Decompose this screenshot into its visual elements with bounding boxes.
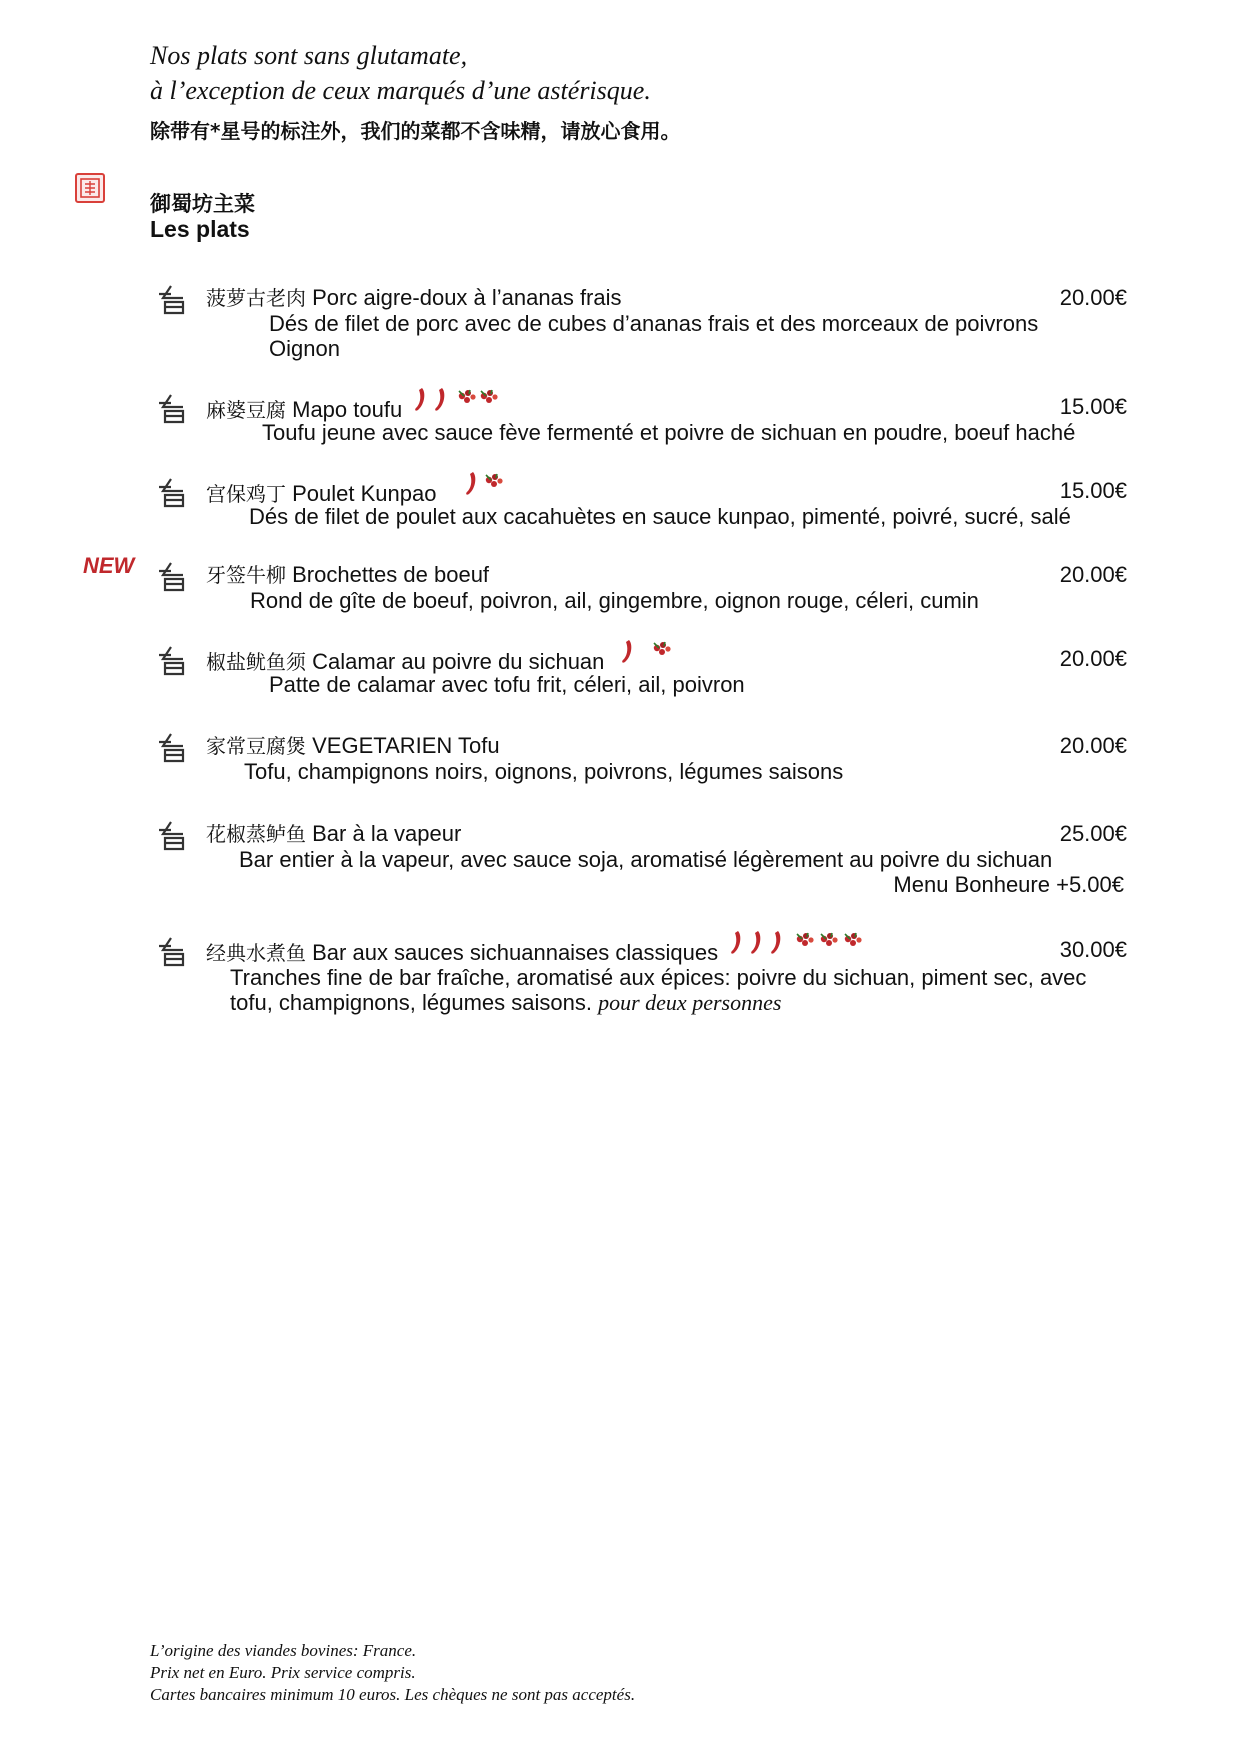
dish-description (250, 588, 979, 613)
dish-description-line-2 (230, 990, 1086, 1015)
menu-item (0, 937, 1240, 1037)
sichuan-pepper-icon (481, 390, 498, 403)
sichuan-pepper-icon (821, 933, 838, 946)
dish-name-french: Bar à la vapeur (312, 821, 462, 846)
red-chili-icon (466, 472, 475, 495)
dish-price: 20.00€ (1059, 285, 1127, 310)
footer-notes (150, 1640, 635, 1706)
dish-name-chinese: 家常豆腐煲 (206, 734, 306, 758)
dish-description-line: Rond de gîte de boeuf, poivron, ail, gingembre, oignon rouge, céleri, cumin (250, 588, 979, 613)
spice-rating (412, 386, 507, 420)
section-title-chinese: 御蜀坊主菜 (150, 192, 255, 216)
dish-price: 15.00€ (1059, 478, 1127, 503)
dish-description (239, 847, 1052, 872)
footer-line-prices: Prix net en Euro. Prix service compris. (150, 1663, 416, 1682)
house-glyph-icon (155, 818, 191, 852)
dish-name-french: Bar aux sauces sichuannaises classiques (312, 939, 719, 965)
dish-name-chinese: 菠萝古老肉 (206, 286, 306, 310)
spice-rating (619, 638, 679, 672)
red-chili-icon (416, 388, 425, 411)
dish-name-french: VEGETARIEN Tofu (312, 733, 500, 758)
dish-description (269, 672, 745, 697)
footer-line-origin: L’origine des viandes bovines: France. (150, 1641, 417, 1660)
spice-rating (728, 929, 878, 963)
dish-price: 25.00€ (1059, 821, 1127, 846)
dish-description (269, 311, 1038, 361)
dish-price: 20.00€ (1059, 646, 1127, 671)
dish-name-french: Porc aigre-doux à l’ananas frais (312, 285, 622, 310)
dish-name-french: Calamar au poivre du sichuan (312, 648, 605, 674)
section-title-french: Les plats (150, 216, 250, 242)
new-badge: NEW (83, 553, 135, 578)
dish-description-line: Toufu jeune avec sauce fève fermenté et poivre de sichuan en poudre, boeuf haché (262, 420, 1076, 445)
dish-description-line: Tranches fine de bar fraîche, aromatisé aux épices: poivre du sichuan, piment sec, avec (230, 965, 1087, 990)
dish-description-line: Tofu, champignons noirs, oignons, poivrons, légumes saisons (244, 759, 844, 784)
seal-stamp-icon (75, 173, 105, 203)
red-chili-icon (622, 640, 631, 663)
menu-supplement: Menu Bonheure +5.00€ (893, 872, 1124, 897)
dish-price: 15.00€ (1059, 394, 1127, 419)
dish-name-french: Brochettes de boeuf (292, 562, 490, 587)
dish-description-line: Dés de filet de poulet aux cacahuètes en sauce kunpao, pimenté, poivré, sucré, salé (249, 504, 1071, 529)
dish-name (206, 562, 489, 588)
dish-name-french: Mapo toufu (292, 396, 403, 422)
dish-description (230, 965, 1086, 1015)
house-glyph-icon (155, 282, 191, 316)
sichuan-pepper-icon (797, 933, 814, 946)
footer-line-payment: Cartes bancaires minimum 10 euros. Les chèques ne sont pas acceptés. (150, 1685, 636, 1704)
dish-description-line: Patte de calamar avec tofu frit, céleri, ail, poivron (269, 672, 745, 697)
dish-name (206, 285, 622, 311)
dish-name-chinese: 宫保鸡丁 (206, 481, 286, 506)
sichuan-pepper-icon (845, 933, 862, 946)
red-chili-icon (771, 931, 780, 954)
menu-item (0, 821, 1240, 921)
dish-description-line: Bar entier à la vapeur, avec sauce soja, aromatisé légèrement au poivre du sichuan (239, 847, 1053, 872)
red-chili-icon (436, 388, 445, 411)
dish-name-chinese: 经典水煮鱼 (206, 940, 306, 965)
dish-description (262, 420, 1075, 445)
dish-name-chinese: 牙签牛柳 (206, 563, 286, 587)
dish-description (244, 759, 843, 784)
house-glyph-icon (155, 730, 191, 764)
sichuan-pepper-icon (653, 642, 670, 655)
dish-name (206, 733, 500, 759)
dish-name-chinese: 麻婆豆腐 (206, 397, 286, 422)
serving-note: pour deux personnes (598, 990, 782, 1015)
dish-name (206, 821, 461, 847)
dish-price: 30.00€ (1059, 937, 1127, 962)
dish-description-line: Dés de filet de porc avec de cubes d’ananas frais et des morceaux de poivrons (269, 311, 1039, 336)
sichuan-pepper-icon (459, 390, 476, 403)
sichuan-pepper-icon (485, 474, 502, 487)
red-chili-icon (731, 931, 740, 954)
dish-description-line: Oignon (269, 336, 340, 361)
dish-name-french: Poulet Kunpao (292, 480, 437, 506)
house-glyph-icon (155, 475, 191, 509)
dish-price: 20.00€ (1059, 733, 1127, 758)
dish-description-text: tofu, champignons, légumes saisons. (230, 990, 592, 1015)
intro-line-1: Nos plats sont sans glutamate, (150, 41, 468, 70)
house-glyph-icon (155, 559, 191, 593)
red-chili-icon (751, 931, 760, 954)
spice-rating (463, 470, 508, 504)
intro-chinese-line: 除带有*星号的标注外，我们的菜都不含味精，请放心食用。 (150, 119, 681, 143)
dish-description (249, 504, 1071, 529)
dish-name-chinese: 椒盐鱿鱼须 (206, 649, 306, 674)
dish-price: 20.00€ (1059, 562, 1127, 587)
intro-line-2: à l’exception de ceux marqués d’une astérisque. (150, 76, 651, 105)
menu-item (0, 285, 1240, 385)
dish-name-chinese: 花椒蒸鲈鱼 (206, 822, 306, 846)
house-glyph-icon (155, 391, 191, 425)
house-glyph-icon (155, 934, 191, 968)
house-glyph-icon (155, 643, 191, 677)
